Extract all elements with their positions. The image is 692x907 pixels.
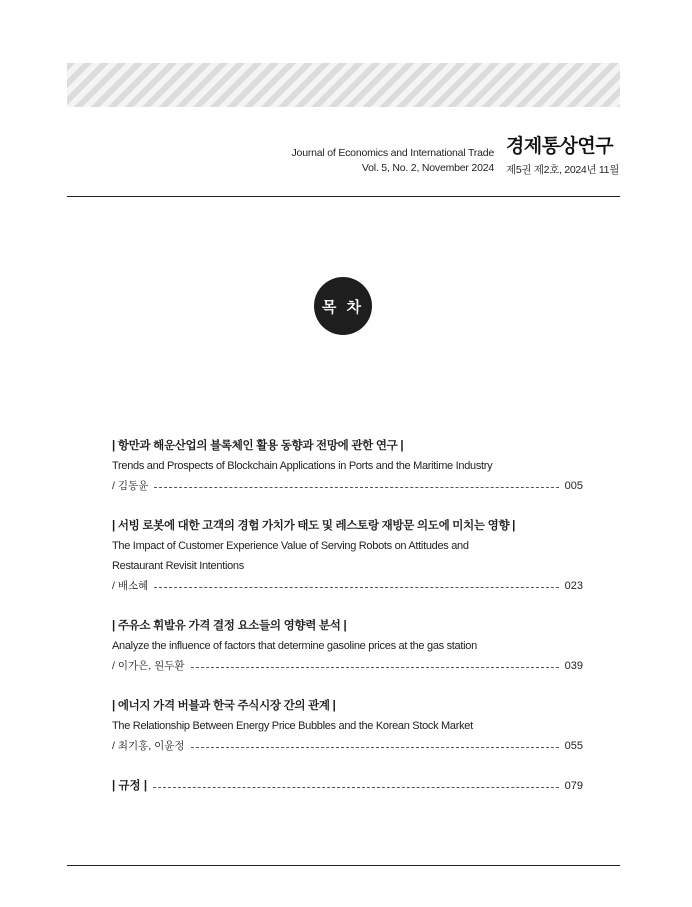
- footer-divider: [67, 865, 620, 866]
- entry-title-en: Trends and Prospects of Blockchain Applications in Ports and the Maritime Industry: [112, 460, 493, 472]
- dotted-leader: [153, 787, 559, 788]
- dotted-leader: [154, 487, 558, 488]
- journal-info-ko: [506, 131, 619, 177]
- header-stripe-band: [67, 63, 620, 107]
- toc-entry[interactable]: [112, 696, 583, 756]
- dotted-leader: [191, 667, 559, 668]
- entry-author-line: [112, 656, 583, 676]
- entry-page-number: 005: [564, 480, 583, 492]
- entry-title-ko: | 주유소 휘발유 가격 결정 요소들의 영향력 분석 |: [112, 620, 347, 632]
- entry-author: / 김동윤: [112, 480, 149, 492]
- table-of-contents: [112, 436, 583, 796]
- issue-info-ko: 제5권 제2호, 2024년 11월: [506, 164, 620, 176]
- toc-entry[interactable]: [112, 616, 583, 676]
- entry-author-line: [112, 476, 583, 496]
- toc-badge: 목 차: [314, 277, 372, 335]
- entry-title-en: The Impact of Customer Experience Value of Serving Robots on Attitudes and: [112, 540, 469, 552]
- journal-title-en: Journal of Economics and International Trade: [291, 147, 494, 159]
- toc-entry-regulations[interactable]: [112, 776, 583, 796]
- regulations-page-number: 079: [564, 780, 583, 792]
- entry-author-line: [112, 576, 583, 596]
- toc-entry[interactable]: [112, 436, 583, 496]
- entry-title-en: The Relationship Between Energy Price Bubbles and the Korean Stock Market: [112, 720, 473, 732]
- entry-author: / 이가은, 원두환: [112, 660, 185, 672]
- toc-entry[interactable]: [112, 516, 583, 596]
- dotted-leader: [154, 587, 558, 588]
- header-divider: [67, 196, 620, 197]
- entry-title-en-continued: Restaurant Revisit Intentions: [112, 560, 244, 572]
- entry-author-line: [112, 736, 583, 756]
- entry-title-ko: | 서빙 로봇에 대한 고객의 경험 가치가 태도 및 레스토랑 재방문 의도에 미치는 영향 |: [112, 520, 516, 532]
- entry-author: / 배소혜: [112, 580, 149, 592]
- entry-title-ko: | 항만과 해운산업의 블록체인 활용 동향과 전망에 관한 연구 |: [112, 440, 404, 452]
- dotted-leader: [191, 747, 559, 748]
- entry-page-number: 023: [564, 580, 583, 592]
- issue-info-en: Vol. 5, No. 2, November 2024: [361, 162, 494, 174]
- journal-info-en: [292, 146, 495, 176]
- entry-title-en: Analyze the influence of factors that determine gasoline prices at the gas station: [112, 640, 477, 652]
- regulations-label: | 규정 |: [112, 780, 148, 792]
- entry-page-number: 055: [564, 740, 583, 752]
- entry-author: / 최기홍, 이윤정: [112, 740, 185, 752]
- journal-title-ko: 경제통상연구: [506, 136, 614, 157]
- entry-title-ko: | 에너지 가격 버블과 한국 주식시장 간의 관계 |: [112, 700, 336, 712]
- entry-page-number: 039: [564, 660, 583, 672]
